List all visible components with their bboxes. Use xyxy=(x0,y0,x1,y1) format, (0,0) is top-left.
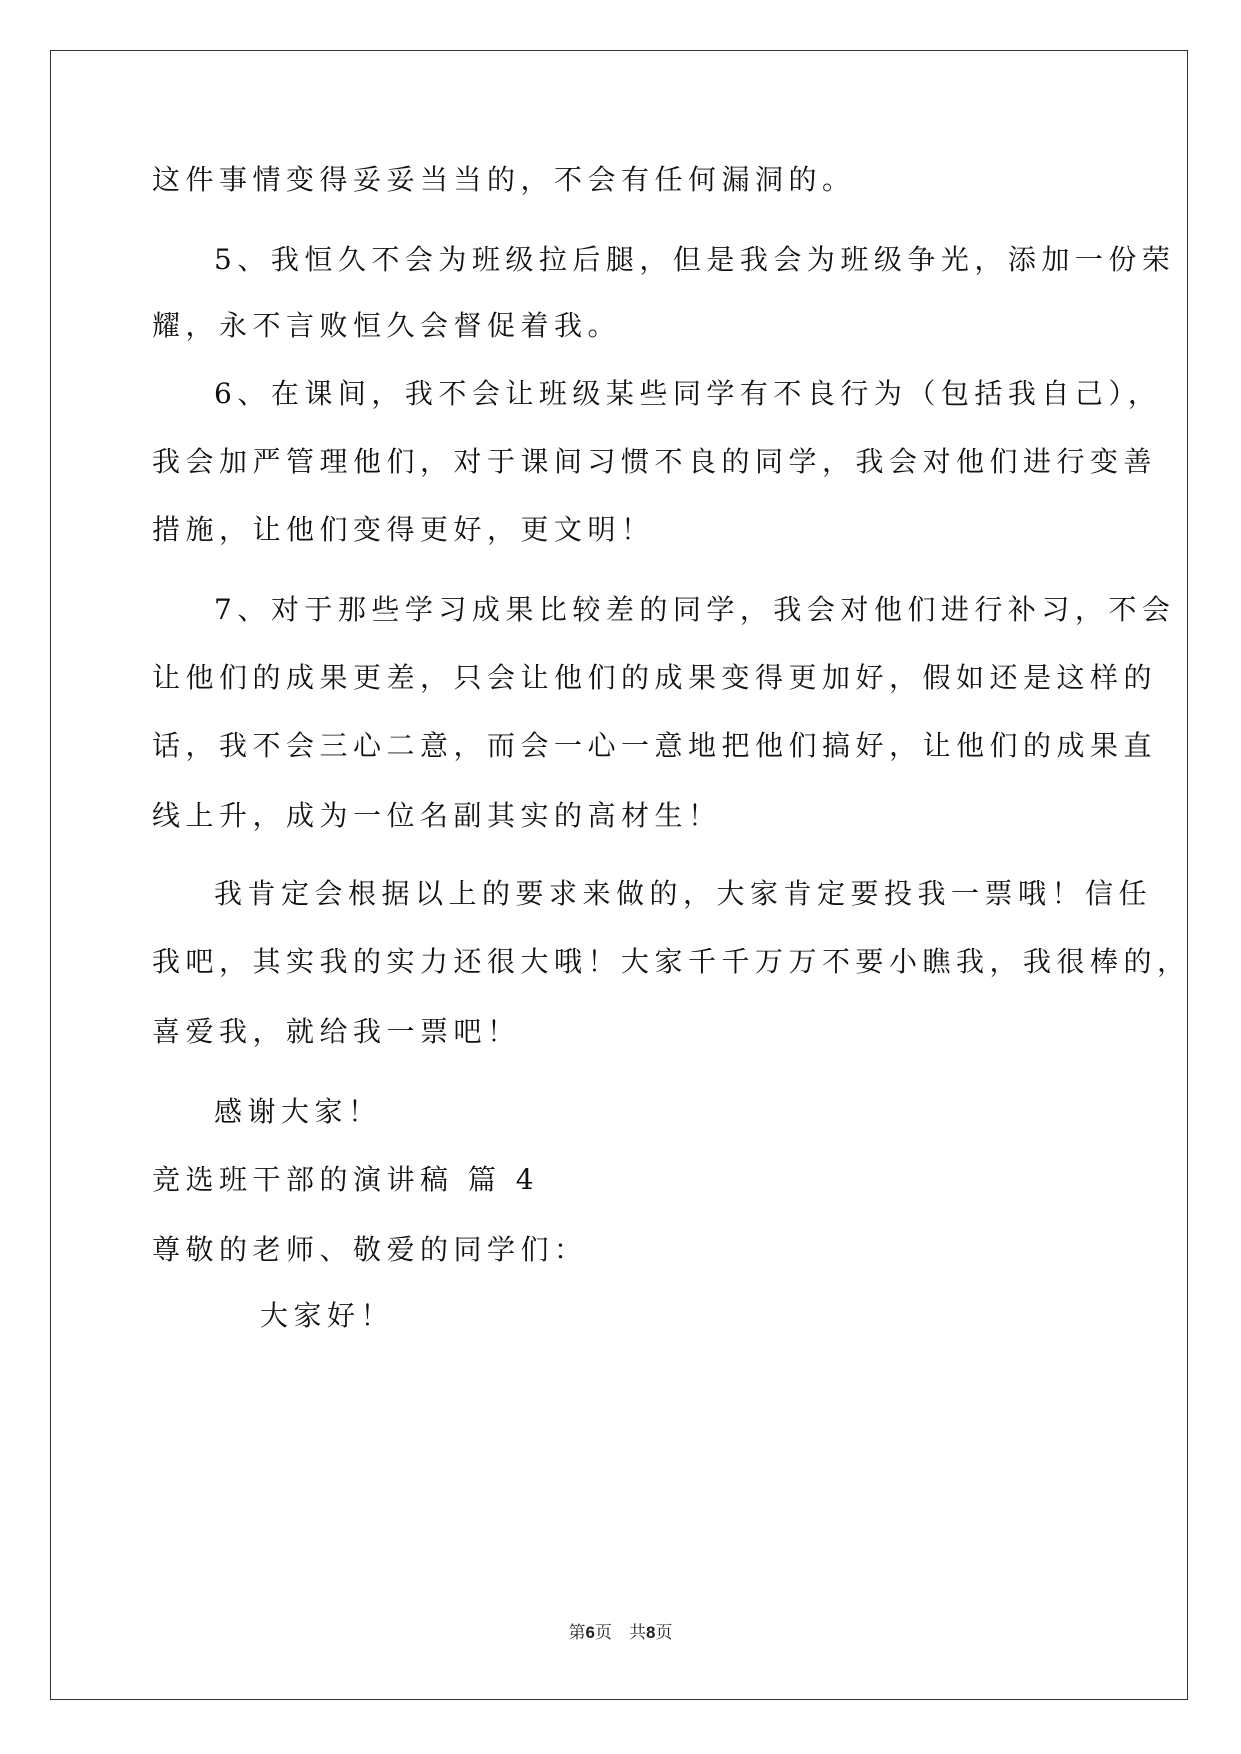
text-line: 6、在课间，我不会让班级某些同学有不良行为（包括我自己）， xyxy=(214,377,1162,410)
text-line: 感谢大家！ xyxy=(214,1095,382,1128)
text-line: 5、我恒久不会为班级拉后腿，但是我会为班级争光，添加一份荣 xyxy=(214,243,1176,276)
text-line: 耀，永不言败恒久会督促着我。 xyxy=(152,309,622,342)
text-line: 线上升，成为一位名副其实的高材生！ xyxy=(152,799,722,832)
salutation: 尊敬的老师、敬爱的同学们： xyxy=(152,1233,588,1266)
footer-mid: 页 共 xyxy=(595,1623,646,1643)
current-page-number: 6 xyxy=(585,1623,595,1642)
text-line: 我肯定会根据以上的要求来做的，大家肯定要投我一票哦！信任 xyxy=(214,877,1153,910)
total-pages-number: 8 xyxy=(646,1623,656,1642)
text-line: 我吧，其实我的实力还很大哦！大家千千万万不要小瞧我，我很棒的， xyxy=(152,945,1191,978)
page-footer xyxy=(0,1618,1241,1643)
text-line: 措施，让他们变得更好，更文明！ xyxy=(152,513,655,546)
text-line: 让他们的成果更差，只会让他们的成果变得更加好，假如还是这样的 xyxy=(152,661,1158,694)
footer-prefix: 第 xyxy=(568,1623,586,1643)
text-line: 喜爱我，就给我一票吧！ xyxy=(152,1015,521,1048)
text-line: 这件事情变得妥妥当当的，不会有任何漏洞的。 xyxy=(152,163,856,196)
text-line: 7、对于那些学习成果比较差的同学，我会对他们进行补习，不会 xyxy=(214,593,1176,626)
text-line: 话，我不会三心二意，而会一心一意地把他们搞好，让他们的成果直 xyxy=(152,729,1158,762)
section-heading: 竞选班干部的演讲稿 篇 4 xyxy=(152,1163,540,1196)
footer-suffix: 页 xyxy=(655,1623,673,1643)
greeting: 大家好！ xyxy=(260,1299,395,1332)
text-line: 我会加严管理他们，对于课间习惯不良的同学，我会对他们进行变善 xyxy=(152,445,1158,478)
